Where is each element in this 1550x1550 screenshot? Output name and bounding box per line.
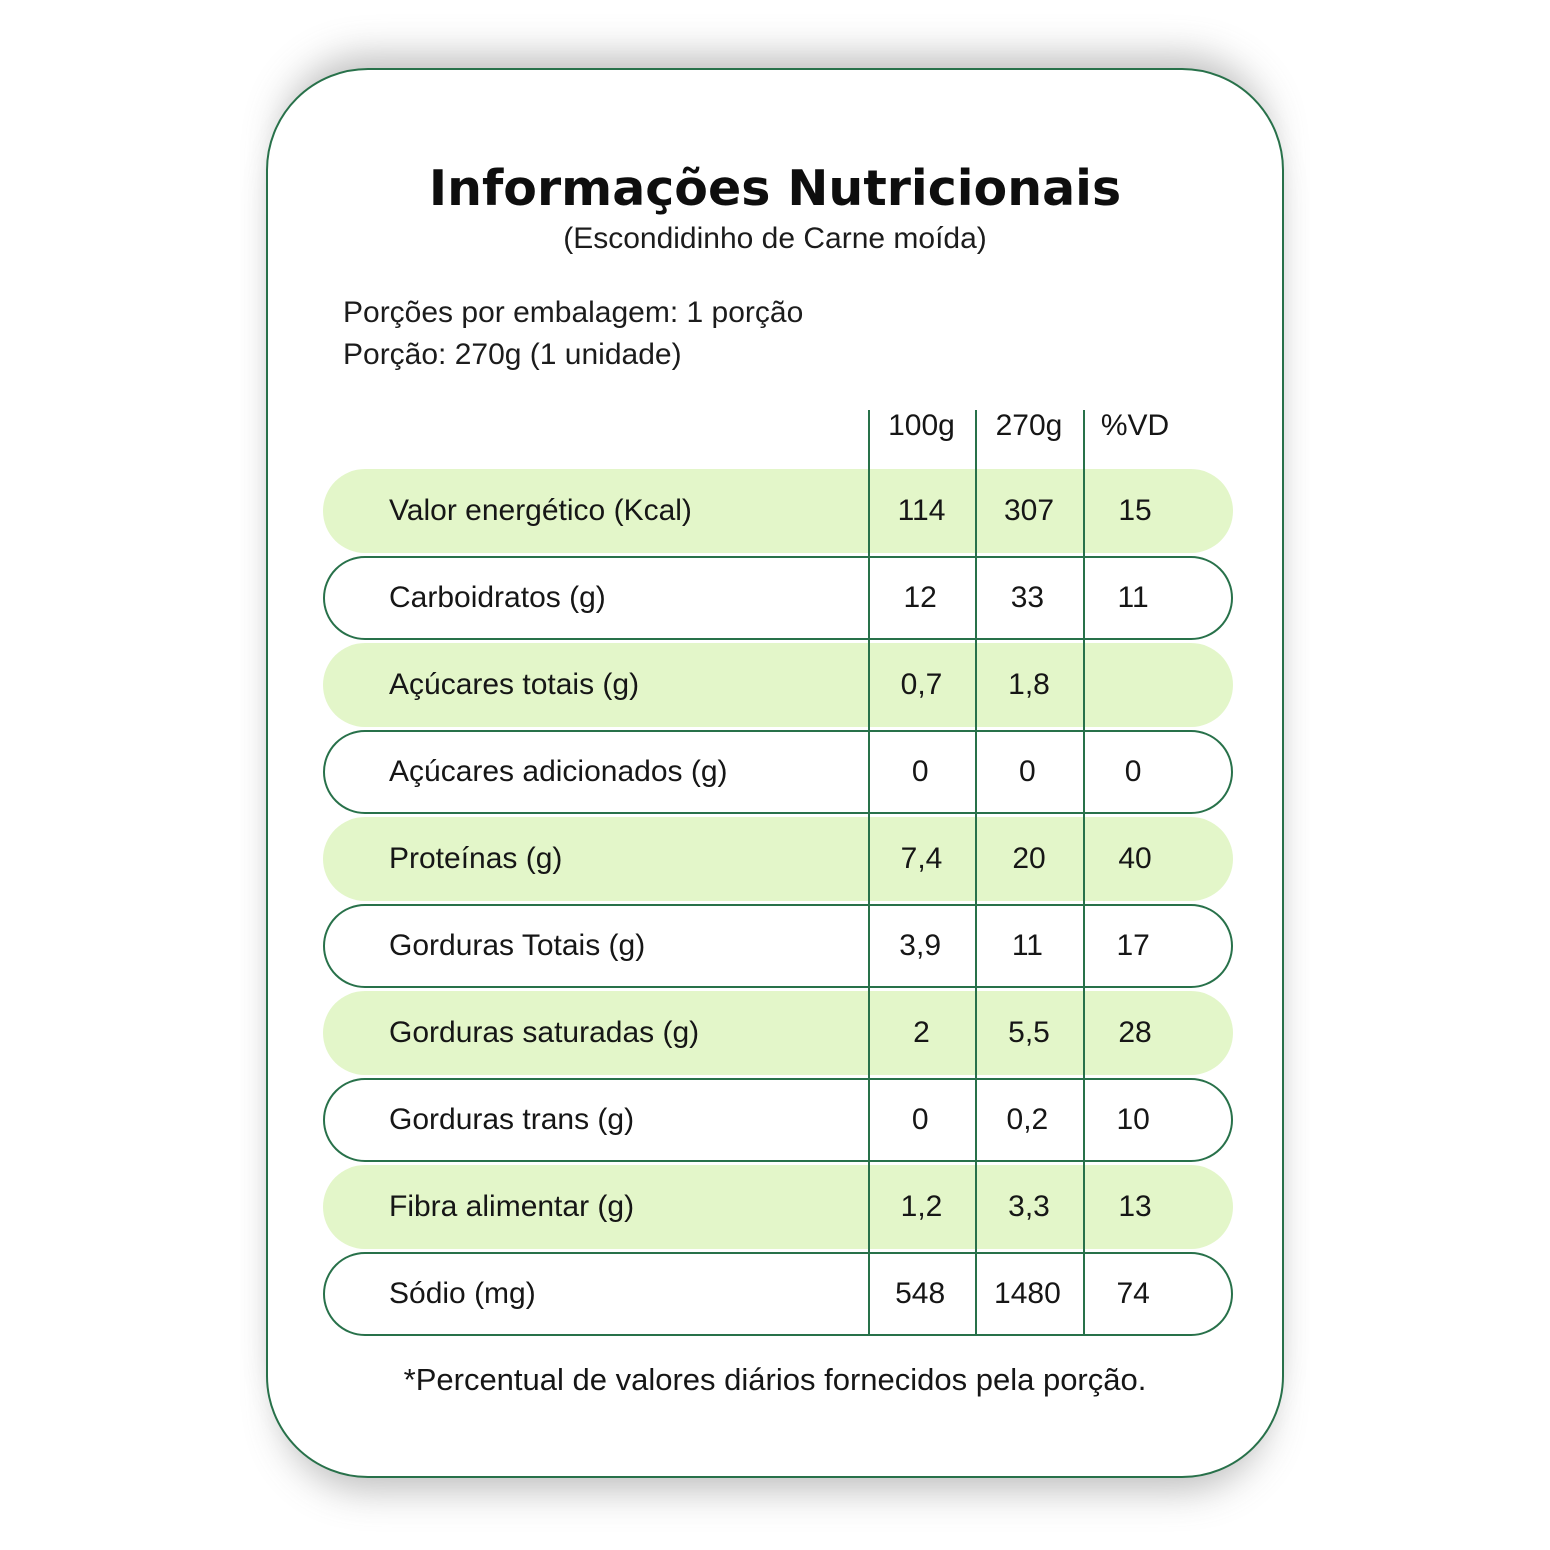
row-value-vd: 15 <box>1118 494 1152 527</box>
row-value-100g: 548 <box>895 1277 946 1310</box>
row-value-270g: 5,5 <box>1008 1016 1050 1049</box>
row-value-vd: 28 <box>1118 1016 1152 1049</box>
row-label: Açúcares totais (g) <box>389 668 640 701</box>
serving-size: Porção: 270g (1 unidade) <box>343 338 682 371</box>
row-value-vd: 74 <box>1116 1277 1150 1310</box>
column-divider-1 <box>868 410 870 1336</box>
column-header-100g: 100g <box>888 409 955 442</box>
row-label: Proteínas (g) <box>389 842 563 875</box>
row-label: Valor energético (Kcal) <box>389 494 692 527</box>
table-row <box>323 991 1233 1075</box>
dish-subtitle: (Escondidinho de Carne moída) <box>563 222 987 255</box>
row-value-vd: 10 <box>1116 1103 1150 1136</box>
servings-per-package: Porções por embalagem: 1 porção <box>343 296 804 329</box>
row-value-270g: 0 <box>1019 755 1036 788</box>
row-value-100g: 0 <box>911 1103 929 1136</box>
column-header-vd: %VD <box>1100 409 1170 442</box>
row-label: Açúcares adicionados (g) <box>389 755 728 788</box>
footnote: *Percentual de valores diários fornecidos pela porção. <box>403 1362 1147 1397</box>
row-value-vd: 40 <box>1118 842 1152 875</box>
row-value-270g: 11 <box>1011 929 1043 962</box>
table-row <box>323 469 1233 553</box>
row-value-vd: 13 <box>1118 1190 1152 1223</box>
row-value-100g: 2 <box>913 1016 930 1049</box>
row-value-270g: 1,8 <box>1008 668 1050 701</box>
row-label: Gorduras Totais (g) <box>389 929 646 962</box>
table-row <box>323 1165 1233 1249</box>
row-value-vd: 0 <box>1124 755 1142 788</box>
page-title: Informações Nutricionais <box>428 160 1122 217</box>
serving-info <box>343 292 803 376</box>
table-row <box>323 556 1233 640</box>
row-value-270g: 33 <box>1010 581 1045 614</box>
column-headers <box>323 408 1233 444</box>
table-row <box>323 730 1233 814</box>
row-label: Carboidratos (g) <box>389 581 606 614</box>
table-row <box>323 817 1233 901</box>
row-value-100g: 0 <box>911 755 929 788</box>
table-row <box>323 1078 1233 1162</box>
row-label: Gorduras trans (g) <box>389 1103 635 1136</box>
column-divider-2 <box>975 410 977 1336</box>
row-value-100g: 3,9 <box>899 929 942 962</box>
row-label: Sódio (mg) <box>389 1277 536 1310</box>
row-value-270g: 307 <box>1003 494 1055 527</box>
row-value-vd: 17 <box>1116 929 1150 962</box>
table-row <box>323 904 1233 988</box>
row-value-100g: 114 <box>897 494 946 527</box>
row-value-270g: 0,2 <box>1006 1103 1049 1136</box>
row-value-270g: 3,3 <box>1008 1190 1050 1223</box>
row-label: Fibra alimentar (g) <box>389 1190 635 1223</box>
row-value-vd: 11 <box>1117 581 1149 614</box>
row-value-270g: 20 <box>1012 842 1046 875</box>
row-value-100g: 7,4 <box>900 842 943 875</box>
row-value-270g: 1480 <box>994 1277 1061 1310</box>
column-header-270g: 270g <box>995 409 1063 442</box>
nutrition-table <box>323 469 1233 1339</box>
table-row <box>323 1252 1233 1336</box>
table-row <box>323 643 1233 727</box>
nutrition-label-card <box>266 68 1284 1478</box>
column-divider-3 <box>1083 410 1085 1336</box>
row-value-100g: 0,7 <box>900 668 943 701</box>
row-value-100g: 1,2 <box>900 1190 943 1223</box>
row-label: Gorduras saturadas (g) <box>389 1016 700 1049</box>
row-value-100g: 12 <box>903 581 937 614</box>
